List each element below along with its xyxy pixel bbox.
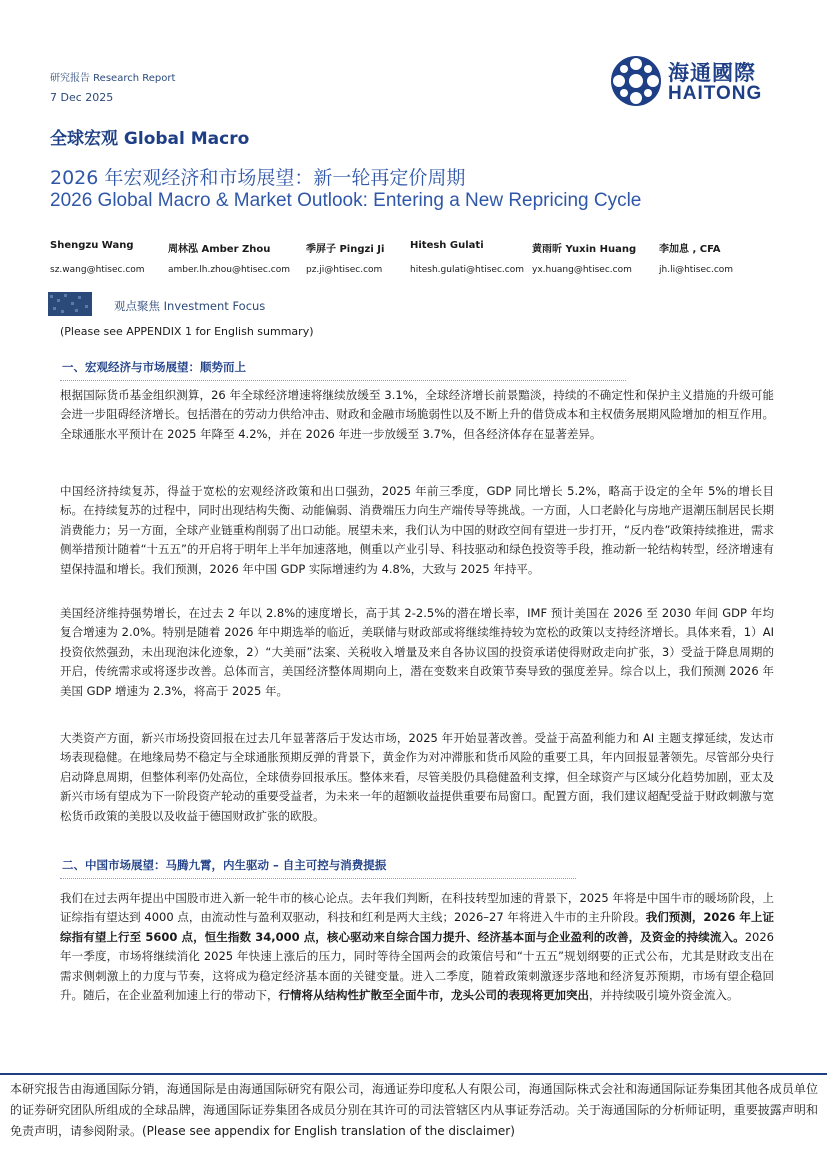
report-type: 研究报告 Research Report xyxy=(50,73,176,84)
author-name: Hitesh Gulati xyxy=(410,240,484,251)
page-title-en: 2026 Global Macro & Market Outlook: Entering a New Repricing Cycle xyxy=(50,190,642,211)
paragraph: 美国经济维持强势增长，在过去 2 年以 2.8%的速度增长，高于其 2-2.5%的潜在增长率，IMF 预计美国在 2026 至 2030 年间 GDP 年均复合增速为 2.0%。特别是随着 2026 年中期选举的临近，美联储与财政部或将继续维持较为宽松的政策以支持经济增长。具体来看，1）AI 投资依然强劲，未出现泡沫化迹象，2）“大美丽”法案、关税收入增量及来自各协议国的投资承诺使得财政走向扩张，3）受益于降息周期的开启，传统需求或将逐步改善。总体而言，美国经济整体周期向上，潜在变数来自政策节奏导致的强度差异。综合以上，我们预测 2026 年美国 GDP 增速为 2.3%，将高于 2025 年。 xyxy=(60,606,774,698)
author-name: 李加息 , CFA xyxy=(659,244,721,255)
author-email-link[interactable]: pz.ji@htisec.com xyxy=(306,265,383,275)
section-heading: 二、中国市场展望：马腾九霄，内生驱动 – 自主可控与消费提振 xyxy=(62,858,387,872)
section-heading: 一、宏观经济与市场展望：顺势而上 xyxy=(62,360,246,374)
logo-name-cn: 海通國際 xyxy=(668,61,756,85)
paragraph xyxy=(60,889,774,1005)
paragraph-emphasis: 我们预测，2026 年上证综指有望上行至 5600 点，恒生指数 34,000 点，核心驱动来自综合国力提升、经济基本面与企业盈利的改善，及资金的持续流入。 xyxy=(60,910,774,944)
footer-disclaimer: 本研究报告由海通国际分销，海通国际是由海通国际研究有限公司，海通证券印度私人有限公司，海通国际株式会社和海通国际证券集团其他各成员单位的证券研究团队所组成的全球品牌，海通国际证券集团各成员分别在其许可的司法管辖区内从事证券活动。关于海通国际的分析师证明，重要披露声明和免责声明，请参阅附录。(Please see appendix for English translation of the disclaimer) xyxy=(10,1082,818,1138)
haitong-logo-icon xyxy=(610,55,662,107)
focus-pattern-block xyxy=(48,292,92,316)
author-email-link[interactable]: sz.wang@htisec.com xyxy=(50,265,145,275)
focus-label: 观点聚焦 Investment Focus xyxy=(114,299,266,313)
paragraph-text: ，并持续吸引境外资金流入。 xyxy=(589,988,739,1003)
author-email-link[interactable]: hitesh.gulati@htisec.com xyxy=(410,265,524,275)
paragraph: 大类资产方面，新兴市场投资回报在过去几年显著落后于发达市场，2025 年开始显著改善。受益于高盈利能力和 AI 主题支撑延续，发达市场表现稳健。在地缘局势不稳定与全球通胀预期反弹的背景下，黄金作为对冲滞胀和货币风险的重要工具，年内回报显著领先。尽管部分央行启动降息周期，但整体利率仍处高位，全球债券回报承压。整体来看，尽管美股仍具稳健盈利支撑，但全球资产与区域分化趋势加剧，亚太及新兴市场有望成为下一阶段资产轮动的重要受益者，为未来一年的超额收益提供重要布局窗口。配置方面，我们建议超配受益于财政刺激与宽松货币政策的美股以及收益于德国财政扩张的欧股。 xyxy=(60,731,774,823)
author-name: 季屏子 Pingzi Ji xyxy=(306,244,385,255)
author-name: 黄雨昕 Yuxin Huang xyxy=(532,244,637,255)
author-name: Shengzu Wang xyxy=(50,240,134,251)
paragraph: 根据国际货币基金组织测算，26 年全球经济增速将继续放缓至 3.1%，全球经济增长前景黯淡，持续的不确定性和保护主义措施的升级可能会进一步阻碍经济增长。包括潜在的劳动力供给冲击、财政和金融市场脆弱性以及不断上升的借贷成本和主权债务展期风险增加的相互作用。全球通胀水平预计在 2025 年降至 4.2%，并在 2026 年进一步放缓至 3.7%，但各经济体存在显著差异。 xyxy=(60,388,774,441)
section-label: 全球宏观 Global Macro xyxy=(50,129,250,149)
report-date: 7 Dec 2025 xyxy=(50,91,114,104)
paragraph: 中国经济持续复苏，得益于宽松的宏观经济政策和出口强劲，2025 年前三季度，GDP 同比增长 5.2%，略高于设定的全年 5%的增长目标。在持续复苏的过程中，同时出现结构失衡、动能偏弱、消费端压力向生产端传导等挑战。一方面，人口老龄化与房地产退潮压制居民长期消费能力；另一方面，全球产业链重构削弱了出口动能。展望未来，我们认为中国的财政空间有望进一步打开，“反内卷”政策持续推进，需求侧举措预计随着“十五五”的开启将于明年上半年加速落地，侧重以产业引导、科技驱动和绿色投资等手段，推动新一轮结构转型，经济增速有望保持温和增长。我们预测，2026 年中国 GDP 实际增速约为 4.8%，大致与 2025 年持平。 xyxy=(60,484,774,576)
paragraph-emphasis: 行情将从结构性扩散至全面牛市，龙头公司的表现将更加突出 xyxy=(278,988,589,1003)
page-title-cn: 2026 年宏观经济和市场展望：新一轮再定价周期 xyxy=(50,167,466,189)
author-email-link[interactable]: jh.li@htisec.com xyxy=(659,265,734,275)
author-email-link[interactable]: amber.lh.zhou@htisec.com xyxy=(168,265,290,275)
paragraph-text: 2026 年一季度，市场将继续消化 2025 年快速上涨后的压力，同时等待全国两会的政策信号和“十五五”规划纲要的正式公布，尤其是财政支出在需求侧刺激上的力度与节奏，这将成为稳定经济基本面的关键变量。进入二季度，随着政策刺激逐步落地和经济复苏预期，市场有望企稳回升。随后，在企业盈利加速上行的带动下， xyxy=(60,929,774,1003)
paragraph-text: 我们在过去两年提出中国股市进入新一轮牛市的核心论点。去年我们判断，在科技转型加速的背景下，2025 年将是中国牛市的暖场阶段，上证综指有望达到 4000 点，由流动性与盈利双驱动，科技和红利是两大主线；2026–27 年将进入牛市的主升阶段。 xyxy=(60,891,774,925)
author-email-link[interactable]: yx.huang@htisec.com xyxy=(532,265,632,275)
author-name: 周林泓 Amber Zhou xyxy=(168,244,271,255)
haitong-logo xyxy=(610,55,770,105)
focus-pattern-icon xyxy=(48,292,92,316)
appendix-note: (Please see APPENDIX 1 for English summary) xyxy=(60,325,314,338)
footer-divider xyxy=(0,1073,827,1075)
logo-name-en: HAITONG xyxy=(668,83,763,104)
